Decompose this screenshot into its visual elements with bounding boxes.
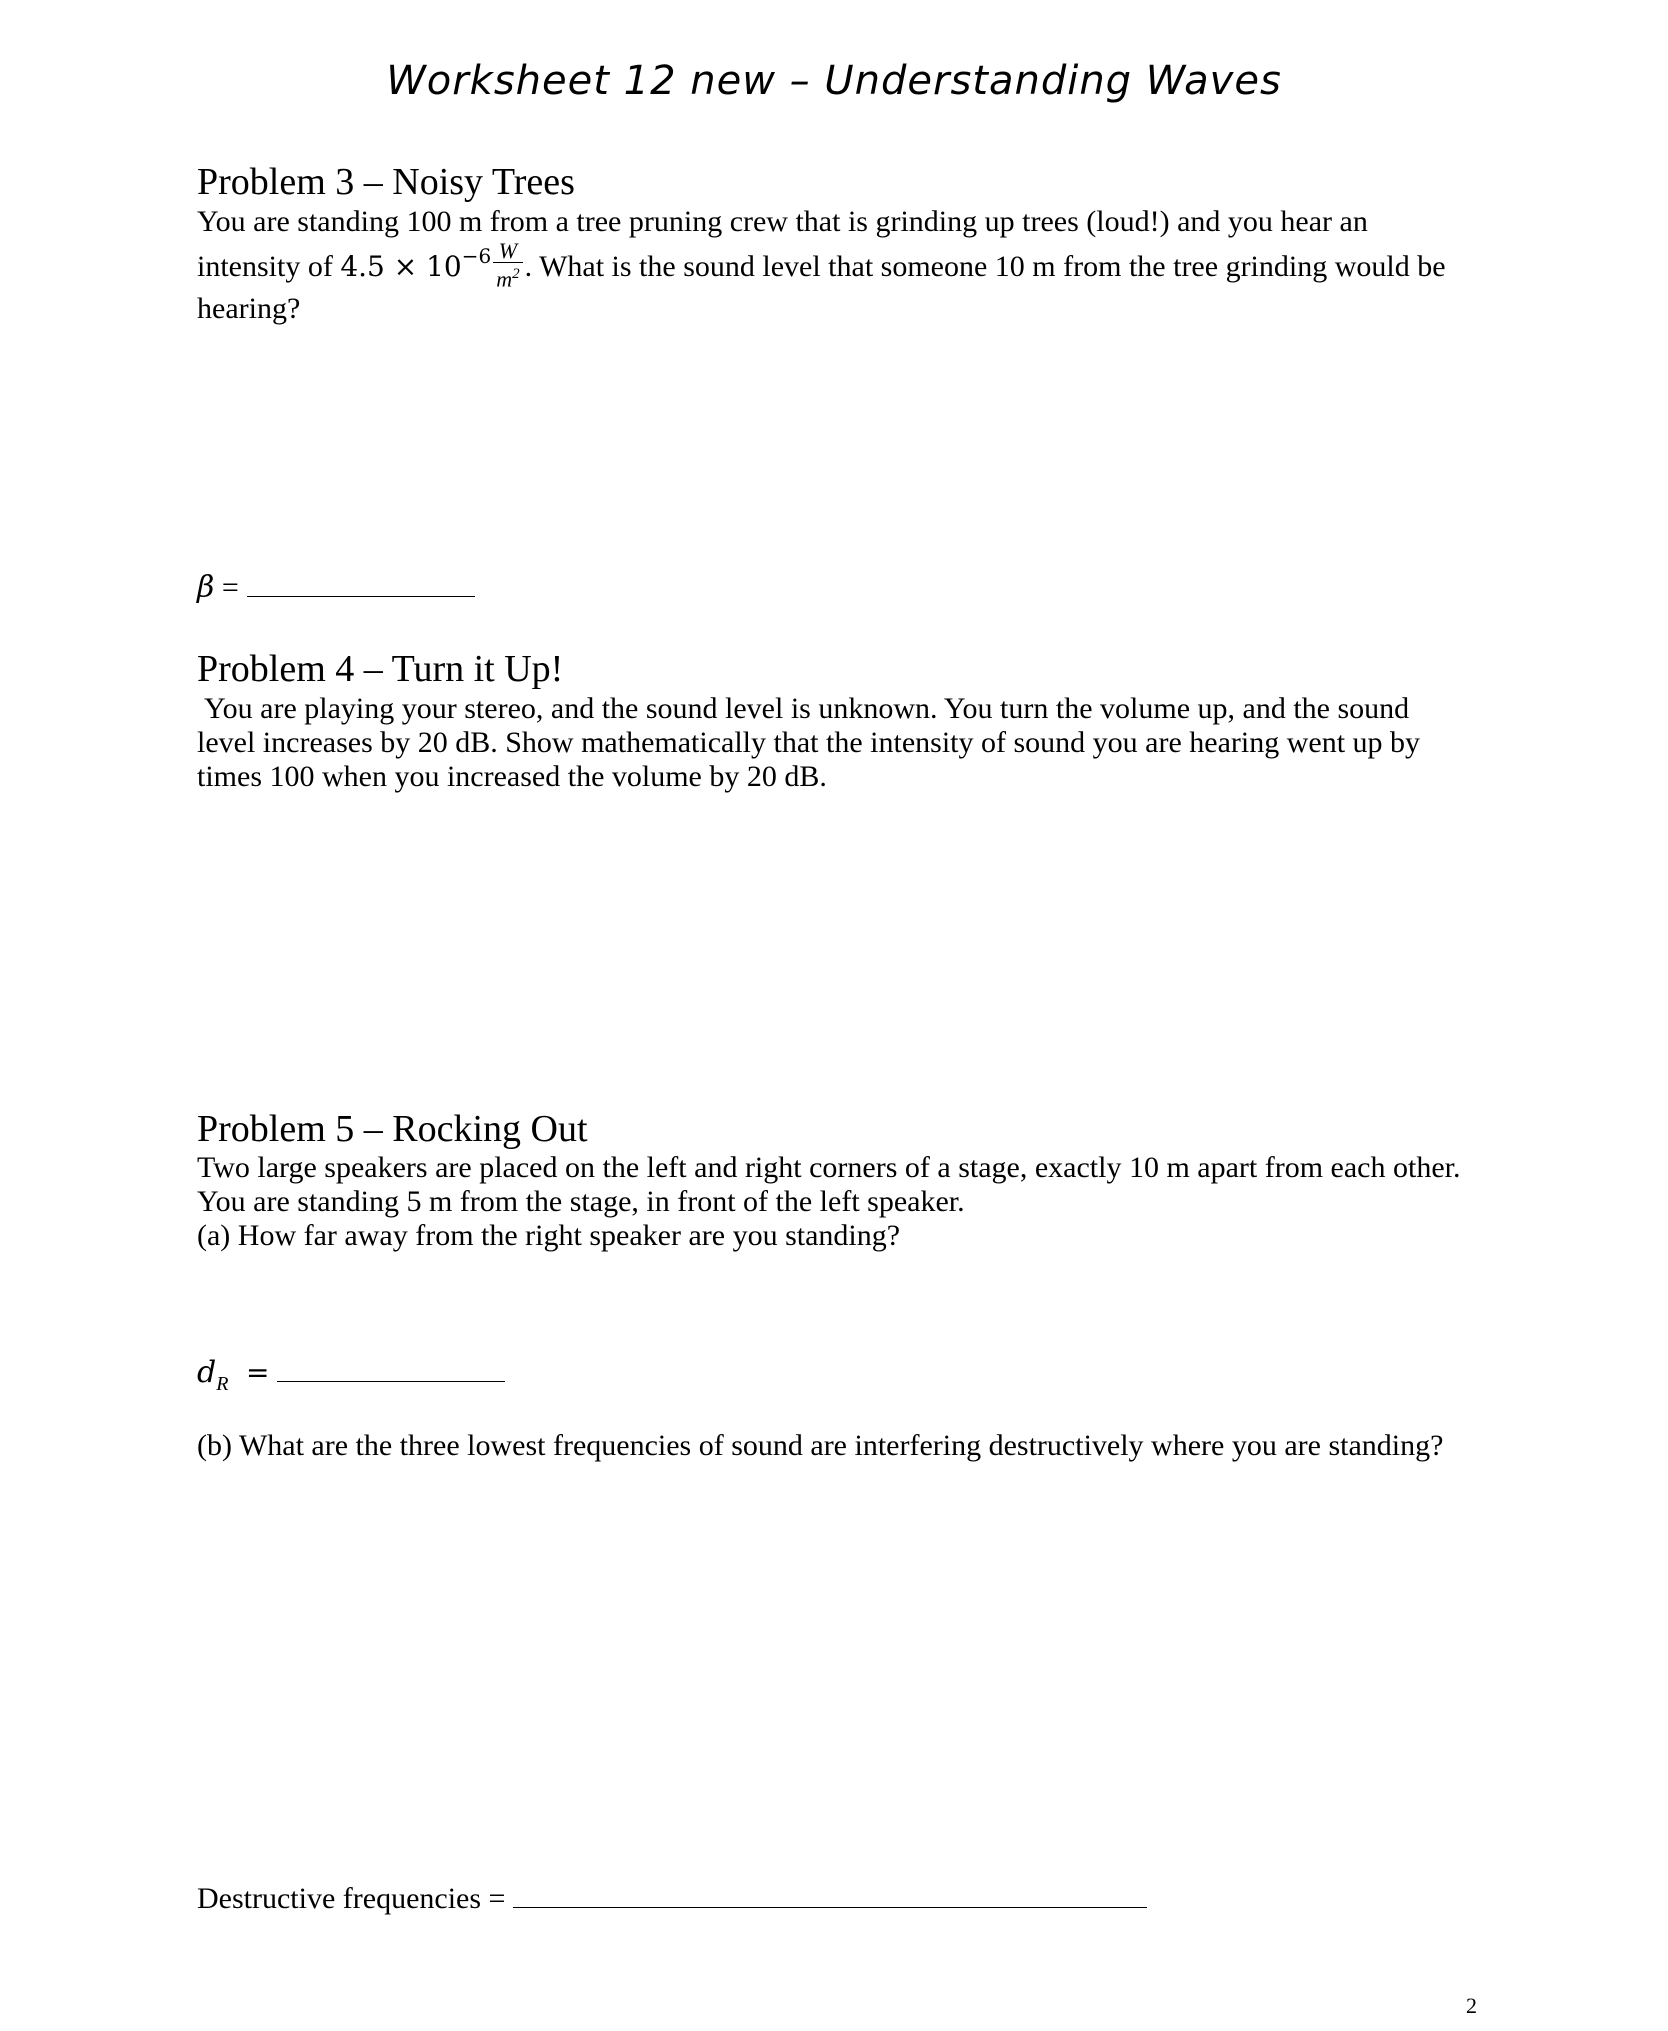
problem-3-line-1: You are standing 100 m from a tree pruning crew that is grinding up trees (loud!) and you hear an <box>197 205 1368 238</box>
problem-3-question: . What is the sound level that someone 10 m from the tree grinding would be <box>524 250 1446 284</box>
problem-3-line-3: hearing? <box>197 292 301 325</box>
problem-5-part-b: (b) What are the three lowest frequencies of sound are interfering destructively where you are standing? <box>197 1429 1444 1462</box>
destructive-frequencies-line <box>197 1881 1147 1916</box>
problem-5-part-a: (a) How far away from the right speaker are you standing? <box>197 1219 901 1252</box>
problem-5-line-1: Two large speakers are placed on the left and right corners of a stage, exactly 10 m apart from each other. <box>197 1151 1461 1184</box>
problem-5-line-2: You are standing 5 m from the stage, in front of the left speaker. <box>197 1185 965 1218</box>
intensity-coefficient: 4.5 × 10 <box>340 250 462 284</box>
intensity-unit-fraction <box>493 240 522 290</box>
beta-answer-blank[interactable] <box>247 570 475 597</box>
problem-3-heading: Problem 3 – Noisy Trees <box>197 161 575 203</box>
distance-variable: d <box>197 1355 217 1390</box>
destructive-frequencies-label: Destructive frequencies = <box>197 1882 506 1915</box>
problem-3-intensity-prefix: intensity of <box>197 250 341 284</box>
unit-denominator <box>493 263 522 290</box>
problem-5-answer-a-line <box>197 1355 505 1395</box>
problem-4-line-1: You are playing your stereo, and the sound level is unknown. You turn the volume up, and the sound <box>204 692 1410 725</box>
beta-symbol: β <box>197 570 215 605</box>
unit-numerator: W <box>493 240 522 263</box>
unit-denominator-base: m <box>496 266 513 292</box>
destructive-frequencies-blank[interactable] <box>513 1881 1147 1908</box>
problem-3-line-2 <box>197 238 1446 294</box>
equals-sign: = <box>221 571 239 604</box>
distance-answer-blank[interactable] <box>277 1355 505 1382</box>
worksheet-title: Worksheet 12 new – Understanding Waves <box>386 58 1282 104</box>
equals-sign: = <box>245 1356 270 1389</box>
problem-4-line-2: level increases by 20 dB. Show mathematically that the intensity of sound you are hearing went up by <box>197 726 1421 759</box>
problem-4-heading: Problem 4 – Turn it Up! <box>197 648 564 690</box>
problem-3-answer-line <box>197 570 475 605</box>
distance-subscript: R <box>216 1373 229 1395</box>
problem-5-heading: Problem 5 – Rocking Out <box>197 1108 588 1150</box>
intensity-exponent: −6 <box>461 244 492 269</box>
page-number: 2 <box>1466 1993 1477 2018</box>
unit-denominator-exponent: 2 <box>512 266 520 282</box>
problem-4-line-3: times 100 when you increased the volume by 20 dB. <box>197 760 827 793</box>
